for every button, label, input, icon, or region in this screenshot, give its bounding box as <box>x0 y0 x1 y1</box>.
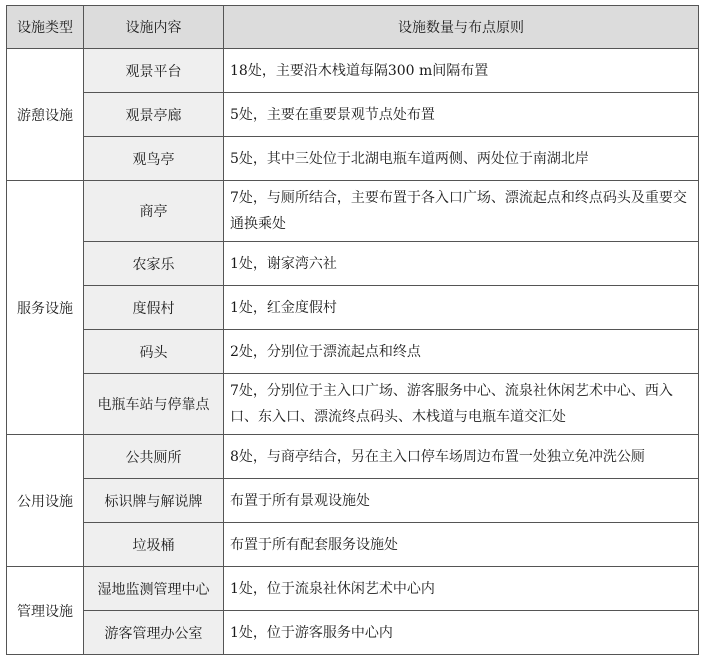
facility-desc-cell: 1处，红金度假村 <box>224 286 699 330</box>
facility-desc-cell: 5处，其中三处位于北湖电瓶车道两侧、两处位于南湖北岸 <box>224 137 699 181</box>
facility-content-cell: 观景亭廊 <box>84 93 224 137</box>
table-row <box>7 242 699 286</box>
table-row <box>7 137 699 181</box>
facility-desc-cell: 7处，与厕所结合，主要布置于各入口广场、漂流起点和终点码头及重要交通换乘处 <box>224 181 699 242</box>
header-facility-type: 设施类型 <box>7 6 84 49</box>
facility-desc-cell: 布置于所有景观设施处 <box>224 479 699 523</box>
facility-content-cell: 垃圾桶 <box>84 523 224 567</box>
facility-content-cell: 观景平台 <box>84 49 224 93</box>
header-quantity-layout: 设施数量与布点原则 <box>224 6 699 49</box>
facility-content-cell: 电瓶车站与停靠点 <box>84 374 224 435</box>
facility-type-cell: 公用设施 <box>7 435 84 567</box>
facility-desc-cell: 布置于所有配套服务设施处 <box>224 523 699 567</box>
facility-content-cell: 码头 <box>84 330 224 374</box>
table-row <box>7 374 699 435</box>
table-row <box>7 611 699 655</box>
facility-type-cell: 游憩设施 <box>7 49 84 181</box>
table-row <box>7 479 699 523</box>
facility-type-cell: 管理设施 <box>7 567 84 655</box>
table-row <box>7 93 699 137</box>
table-row <box>7 181 699 242</box>
table-row <box>7 567 699 611</box>
facility-content-cell: 公共厕所 <box>84 435 224 479</box>
header-facility-content: 设施内容 <box>84 6 224 49</box>
facility-desc-cell: 1处，位于流泉社休闲艺术中心内 <box>224 567 699 611</box>
facility-content-cell: 农家乐 <box>84 242 224 286</box>
facility-content-cell: 度假村 <box>84 286 224 330</box>
facility-type-cell: 服务设施 <box>7 181 84 435</box>
table-row <box>7 330 699 374</box>
facility-content-cell: 商亭 <box>84 181 224 242</box>
facility-table <box>6 5 699 655</box>
facility-desc-cell: 2处，分别位于漂流起点和终点 <box>224 330 699 374</box>
table-row <box>7 523 699 567</box>
facility-desc-cell: 8处，与商亭结合，另在主入口停车场周边布置一处独立免冲洗公厕 <box>224 435 699 479</box>
facility-desc-cell: 1处，位于游客服务中心内 <box>224 611 699 655</box>
table-row <box>7 286 699 330</box>
facility-content-cell: 湿地监测管理中心 <box>84 567 224 611</box>
facility-content-cell: 观鸟亭 <box>84 137 224 181</box>
facility-desc-cell: 18处，主要沿木栈道每隔300 m间隔布置 <box>224 49 699 93</box>
facility-desc-cell: 7处，分别位于主入口广场、游客服务中心、流泉社休闲艺术中心、西入口、东入口、漂流终点码头、木栈道与电瓶车道交汇处 <box>224 374 699 435</box>
facility-desc-cell: 5处，主要在重要景观节点处布置 <box>224 93 699 137</box>
table-row <box>7 435 699 479</box>
facility-desc-cell: 1处，谢家湾六社 <box>224 242 699 286</box>
facility-content-cell: 标识牌与解说牌 <box>84 479 224 523</box>
table-header-row <box>7 6 699 49</box>
facility-content-cell: 游客管理办公室 <box>84 611 224 655</box>
table-row <box>7 49 699 93</box>
